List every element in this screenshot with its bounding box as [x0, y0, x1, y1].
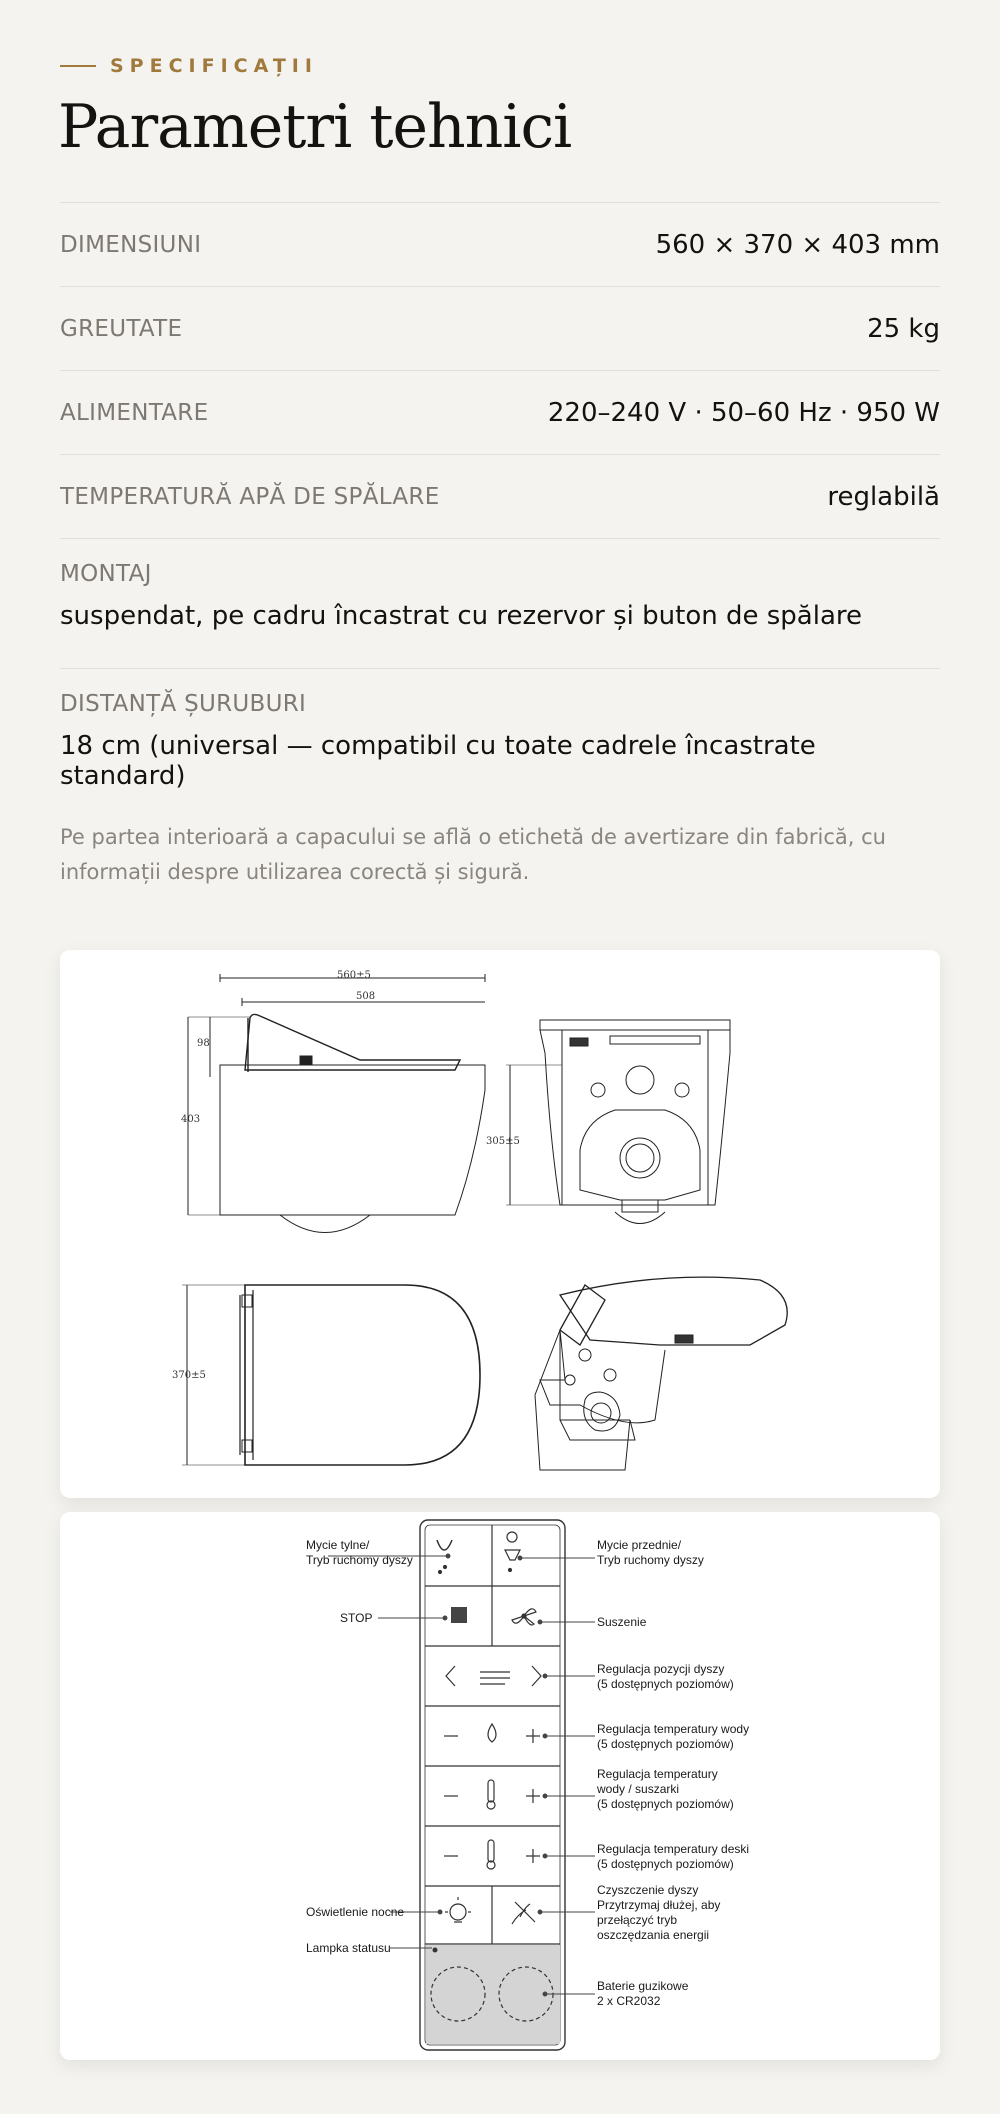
- spec-value: suspendat, pe cadru încastrat cu rezervor și buton de spălare: [60, 601, 863, 631]
- front-wash-label-2: Tryb ruchomy dyszy: [597, 1553, 704, 1567]
- front-wash-icon: [505, 1532, 520, 1572]
- nozzle-clean-label-2: Przytrzymaj dłużej, aby: [597, 1898, 721, 1912]
- dryer-temp-icons: [444, 1780, 540, 1809]
- eyebrow-text: SPECIFICAȚII: [110, 55, 318, 77]
- rear-wash-label-2: Tryb ruchomy dyszy: [306, 1553, 413, 1567]
- seat-temp-label: Regulacja temperatury deski: [597, 1842, 750, 1856]
- top-view: [172, 1285, 480, 1465]
- dim-bolt-label: 305±5: [486, 1136, 520, 1147]
- perspective-view: [535, 1277, 787, 1470]
- rear-wash-label: Mycie tylne/: [306, 1538, 370, 1552]
- batteries-label-2: 2 x CR2032: [597, 1994, 661, 2008]
- spec-value: 25 kg: [867, 313, 940, 344]
- spec-row-power: [60, 370, 940, 454]
- page-title: Parametri tehnici: [58, 92, 572, 162]
- spec-label: DIMENSIUNI: [60, 231, 202, 258]
- spec-value: 560 × 370 × 403 mm: [655, 229, 940, 260]
- spec-label: GREUTATE: [60, 315, 183, 342]
- dry-label: Suszenie: [597, 1615, 647, 1629]
- side-view: [181, 970, 485, 1233]
- section-eyebrow: [60, 55, 318, 77]
- spec-label: MONTAJ: [60, 561, 152, 587]
- spec-label: TEMPERATURĂ APĂ DE SPĂLARE: [60, 483, 440, 510]
- dim-depth-label: 370±5: [172, 1370, 206, 1381]
- dim-inner-label: 508: [356, 991, 376, 1002]
- dryer-temp-label: Regulacja temperatury: [597, 1767, 718, 1781]
- spec-value: reglabilă: [827, 481, 940, 512]
- water-temp-icons: [444, 1724, 540, 1743]
- spec-row-weight: [60, 286, 940, 370]
- front-wash-label: Mycie przednie/: [597, 1538, 682, 1552]
- dryer-temp-label-2: wody / suszarki: [597, 1782, 680, 1796]
- spec-row-dimensions: [60, 202, 940, 286]
- dim-height-label: 403: [181, 1114, 201, 1125]
- technical-drawing: [60, 950, 940, 1498]
- nozzle-pos-label: Regulacja pozycji dyszy: [597, 1662, 725, 1676]
- warning-note: Pe partea interioară a capacului se află o etichetă de avertizare din fabrică, cu informații despre utilizarea corectă și sigură.: [60, 825, 886, 884]
- front-view: [486, 1020, 730, 1224]
- control-panel-card: [60, 1512, 940, 2060]
- spec-value: 220–240 V · 50–60 Hz · 950 W: [547, 397, 940, 428]
- control-panel-diagram: [60, 1512, 940, 2060]
- water-temp-label: Regulacja temperatury wody: [597, 1722, 750, 1736]
- dim-seat-label: 98: [197, 1038, 210, 1049]
- seat-temp-icons: [444, 1840, 540, 1869]
- stop-label: STOP: [340, 1611, 373, 1625]
- nozzle-clean-icon: [512, 1902, 535, 1924]
- spec-row-water-temp: [60, 454, 940, 538]
- water-temp-label-2: (5 dostępnych poziomów): [597, 1737, 734, 1751]
- spec-row-mounting: [60, 538, 940, 668]
- spec-label: DISTANȚĂ ȘURUBURI: [60, 691, 307, 717]
- nozzle-position-icons: [446, 1666, 541, 1686]
- spec-label: ALIMENTARE: [60, 399, 209, 426]
- status-lamp-icon: [433, 1948, 438, 1953]
- night-light-icon: [445, 1897, 471, 1922]
- dryer-fan-icon: [512, 1609, 536, 1625]
- battery-compartment: [426, 1945, 560, 2044]
- stop-icon: [451, 1607, 467, 1623]
- batteries-label: Baterie guzikowe: [597, 1979, 689, 1993]
- nozzle-pos-label-2: (5 dostępnych poziomów): [597, 1677, 734, 1691]
- nozzle-clean-label-4: oszczędzania energii: [597, 1928, 710, 1942]
- night-light-label: Oświetlenie nocne: [306, 1905, 405, 1919]
- technical-drawing-card: [60, 950, 940, 1498]
- spec-value: 18 cm (universal — compatibil cu toate cadrele încastrate standard): [60, 731, 816, 791]
- dim-width-label: 560±5: [337, 970, 371, 981]
- eyebrow-rule: [60, 65, 96, 67]
- seat-temp-label-2: (5 dostępnych poziomów): [597, 1857, 734, 1871]
- nozzle-clean-label-3: przełączyć tryb: [597, 1913, 678, 1927]
- status-lamp-label: Lampka statusu: [306, 1941, 391, 1955]
- spec-row-bolt-distance: [60, 668, 940, 804]
- spec-table: [60, 202, 940, 804]
- nozzle-clean-label: Czyszczenie dyszy: [597, 1883, 699, 1897]
- dryer-temp-label-3: (5 dostępnych poziomów): [597, 1797, 734, 1811]
